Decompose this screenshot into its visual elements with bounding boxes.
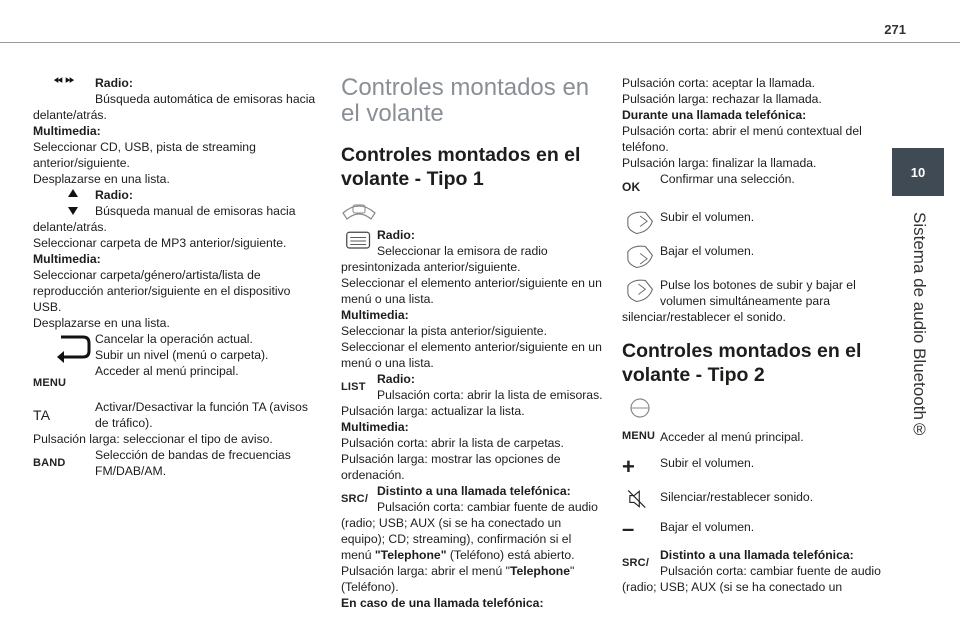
- list-mm-text2: Pulsación larga: mostrar las opciones de ordenación.: [341, 452, 561, 482]
- volup-section: [622, 209, 884, 237]
- plus-icon: +: [622, 454, 636, 479]
- menu-text: Acceder al menú principal.: [95, 364, 239, 378]
- during-short: Pulsación corta: abrir el menú contextual del teléfono.: [622, 124, 862, 154]
- src-button-icon: [341, 483, 377, 515]
- back-text2: Subir un nivel (menú o carpeta).: [95, 348, 269, 362]
- volume-up-icon: [622, 209, 660, 237]
- t2-menu-section: [622, 425, 884, 447]
- menu-section: [33, 363, 318, 391]
- ta-section: [33, 399, 318, 447]
- steering-wheel-type2-icon: [622, 397, 658, 419]
- src-label: SRC/: [341, 493, 369, 505]
- type2-heading: Controles montados en el volante - Tipo 2: [622, 340, 862, 386]
- t2-menu-icon: MENU: [622, 430, 656, 442]
- during-title: Durante una llamada telefónica:: [622, 108, 807, 122]
- t2-src-icon: [622, 547, 660, 579]
- src-text2-b: Telephone: [509, 564, 570, 578]
- list-text1: Pulsación corta: abrir la lista de emisoras.: [377, 388, 603, 402]
- seek-mm-text2: Desplazarse en una lista.: [33, 172, 170, 186]
- t2-src-title: Distinto a una llamada telefónica:: [660, 548, 854, 562]
- src-text1-a: Pulsación corta: cambiar fuente de audio (radio; USB; AUX (si se ha conectado un equipo); CD; streaming), confirmación si el menú: [341, 500, 598, 562]
- ta-text: Activar/Desactivar la función TA (avisos de tráfico).: [95, 400, 308, 430]
- src-section: [341, 483, 603, 611]
- column-3: [622, 75, 884, 595]
- manual-text2: Seleccionar carpeta de MP3 anterior/siguiente.: [33, 236, 287, 250]
- plus-text: Subir el volumen.: [660, 456, 755, 470]
- t2-src-section: [622, 547, 884, 595]
- manual-section: [33, 187, 318, 331]
- preset-mm-text1: Seleccionar la pista anterior/siguiente.: [341, 324, 547, 338]
- manual-title: Radio:: [95, 188, 133, 202]
- call-long: Pulsación larga: rechazar la llamada.: [622, 92, 822, 106]
- chapter-title: Sistema de audio Bluetooth®: [910, 212, 929, 439]
- manual-text1: Búsqueda manual de emisoras hacia delante/atrás.: [33, 204, 296, 234]
- back-text1: Cancelar la operación actual.: [95, 332, 253, 346]
- steering-wheel-controls-icon: [341, 201, 377, 221]
- t2-src-label: SRC/: [622, 557, 650, 569]
- call-short: Pulsación corta: aceptar la llamada.: [622, 76, 816, 90]
- page-number: 271: [884, 22, 906, 37]
- seek-section: [33, 75, 318, 187]
- minus-section: [622, 517, 884, 541]
- volup-text: Subir el volumen.: [660, 210, 755, 224]
- ta-button-icon: TA: [33, 407, 51, 423]
- type1-heading: Controles montados en el volante - Tipo 1: [341, 144, 581, 190]
- seek-mm-text1: Seleccionar CD, USB, pista de streaming anterior/siguiente.: [33, 140, 256, 170]
- preset-section: [341, 227, 603, 371]
- section-heading: Controles montados en el volante: [341, 74, 590, 127]
- list-title: Radio:: [377, 372, 415, 386]
- silence-text: Silenciar/restablecer sonido.: [660, 490, 814, 504]
- ok-button-icon: OK: [622, 180, 641, 194]
- plus-section: [622, 453, 884, 481]
- menu-button-icon: MENU: [33, 377, 67, 389]
- src-text1-b: "Telephone": [374, 548, 447, 562]
- t2-src-text: Pulsación corta: cambiar fuente de audio (radio; USB; AUX (si se ha conectado un: [622, 564, 881, 594]
- band-button-icon: BAND: [33, 457, 66, 469]
- list-section: [341, 371, 603, 483]
- src-text2-a: Pulsación larga: abrir el menú ": [341, 564, 510, 578]
- back-section: [33, 331, 318, 363]
- list-mm-title: Multimedia:: [341, 420, 409, 434]
- back-icon: [33, 331, 95, 363]
- list-text2: Pulsación larga: actualizar la lista.: [341, 404, 525, 418]
- voldown-text: Bajar el volumen.: [660, 244, 755, 258]
- manual-mm-text2: Desplazarse en una lista.: [33, 316, 170, 330]
- src-title: Distinto a una llamada telefónica:: [377, 484, 571, 498]
- mute-text: Pulse los botones de subir y bajar el volumen simultáneamente para silenciar/restablecer el sonido.: [622, 278, 856, 324]
- ok-text: Confirmar una selección.: [660, 172, 795, 186]
- preset-title: Radio:: [377, 228, 415, 242]
- src-text1-c: (Teléfono) está abierto.: [446, 548, 575, 562]
- list-mm-text1: Pulsación corta: abrir la lista de carpetas.: [341, 436, 564, 450]
- mute-speaker-icon: [622, 487, 660, 511]
- src-text1: [341, 499, 603, 563]
- list-button-icon: LIST: [341, 381, 366, 393]
- call-title: En caso de una llamada telefónica:: [341, 596, 544, 610]
- mute-section: [622, 277, 884, 325]
- band-section: [33, 447, 318, 479]
- seek-mm-title: Multimedia:: [33, 124, 101, 138]
- up-down-arrows-icon: [33, 187, 95, 219]
- column-2: [341, 75, 603, 611]
- header-divider: [0, 42, 960, 43]
- voldown-section: [622, 243, 884, 271]
- preset-text1: Seleccionar la emisora de radio presintonizada anterior/siguiente.: [341, 244, 548, 274]
- src-text2-c: " (Teléfono).: [341, 564, 575, 594]
- column-1: [33, 75, 318, 479]
- preset-text2: Seleccionar el elemento anterior/siguiente en un menú o una lista.: [341, 276, 602, 306]
- volume-down-icon: [622, 243, 660, 271]
- preset-mm-text2: Seleccionar el elemento anterior/siguiente en un menú o una lista.: [341, 340, 602, 370]
- preset-buttons-icon: [341, 227, 377, 255]
- minus-icon: –: [622, 517, 635, 541]
- manual-mm-title: Multimedia:: [33, 252, 101, 266]
- seek-arrows-icon: [33, 75, 95, 93]
- during-long: Pulsación larga: finalizar la llamada.: [622, 156, 817, 170]
- silence-section: [622, 487, 884, 511]
- ok-section: [622, 171, 884, 203]
- t2-menu-text: Acceder al menú principal.: [660, 430, 804, 444]
- seek-title: Radio:: [95, 76, 133, 90]
- minus-text: Bajar el volumen.: [660, 520, 755, 534]
- chapter-tab[interactable]: 10: [892, 148, 944, 196]
- ta-long: Pulsación larga: seleccionar el tipo de aviso.: [33, 432, 273, 446]
- band-text: Selección de bandas de frecuencias FM/DAB/AM.: [95, 448, 291, 478]
- src-text2: [341, 563, 603, 595]
- preset-mm-title: Multimedia:: [341, 308, 409, 322]
- volume-both-icon: [622, 277, 660, 305]
- manual-mm-text1: Seleccionar carpeta/género/artista/lista de reproducción anterior/siguiente en el dispositivo USB.: [33, 268, 291, 314]
- seek-text: Búsqueda automática de emisoras hacia delante/atrás.: [33, 92, 316, 122]
